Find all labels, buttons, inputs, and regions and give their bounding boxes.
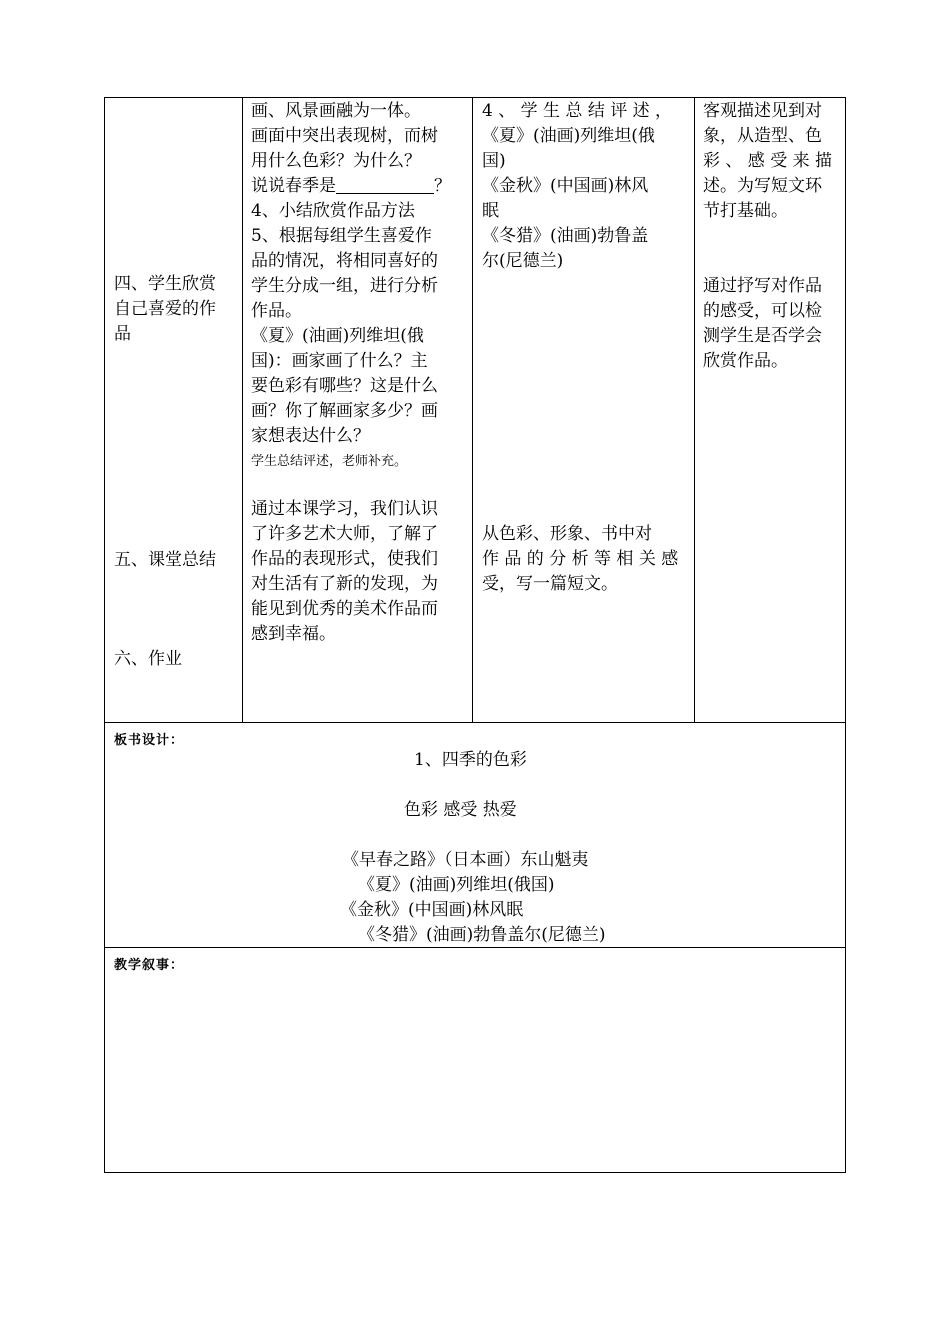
process-question-suffix: ？ [434,176,451,196]
table-left-border [104,97,105,1173]
column-divider-2 [472,97,473,723]
answer-blank [336,176,434,194]
design-intent-b: 通过抒写对作品 的感受，可以检 测学生是否学会 欣赏作品。 [703,276,822,371]
process-question-line [251,174,471,199]
process-question-prefix: 说说春季是 [251,176,336,196]
student-activity-a: 4 、 学 生 总 结 评 述 ， 《夏》(油画)列维坦(俄 国) 《金秋》(中国画)林风 眠 《冬猎》(油画)勃鲁盖 尔(尼德兰) [482,101,673,271]
board-work-1: 《早春之路》（日本画）东山魁夷 [342,850,589,870]
table-bottom-border [104,1172,846,1173]
table-top-border [104,97,846,98]
process-text-c: 4、小结欣赏作品方法 5、根据每组学生喜爱作 品的情况，将相同喜好的 学生分成一组，进行分析 作品。 《夏》(油画)列维坦(俄 国)：画家画了什么？主 要色彩有哪些？这是什么 画？你了解画家多少？画 家想表达什么？ [251,201,438,446]
step5-title: 五、课堂总结 [114,550,216,570]
process-text-a: 画、风景画融为一体。 画面中突出表现树，而树 用什么色彩？为什么？ [251,101,438,171]
student-activity-b: 从色彩、形象、书中对 作 品 的 分 析 等 相 关 感 受，写一篇短文。 [482,524,679,594]
column-divider-3 [694,97,695,723]
board-work-4: 《冬猎》(油画)勃鲁盖尔(尼德兰) [358,925,606,945]
design-intent-a: 客观描述见到对 象，从造型、色 彩 、 感 受 来 描 述。为写短文环 节打基础。 [703,101,833,221]
process-text-e: 通过本课学习，我们认识 了许多艺术大师，了解了 作品的表现形式，使我们 对生活有了新的发现，为 能见到优秀的美术作品而 感到幸福。 [251,499,438,644]
board-work-3: 《金秋》(中国画)林风眠 [340,900,524,920]
board-keywords: 色彩 感受 热爱 [404,800,517,820]
step6-title: 六、作业 [114,649,182,669]
board-section-border [104,722,846,723]
narrative-label: 教学叙事： [114,958,185,973]
board-title: 1、四季的色彩 [414,750,527,770]
table-right-border [845,97,846,1173]
process-text-d: 学生总结评述，老师补充。 [251,454,408,469]
step4-title: 四、学生欣赏 自己喜爱的作 品 [114,274,216,344]
column-divider-1 [242,97,243,723]
board-work-2: 《夏》(油画)列维坦(俄国) [358,875,555,895]
board-design-label: 板书设计： [114,733,185,748]
